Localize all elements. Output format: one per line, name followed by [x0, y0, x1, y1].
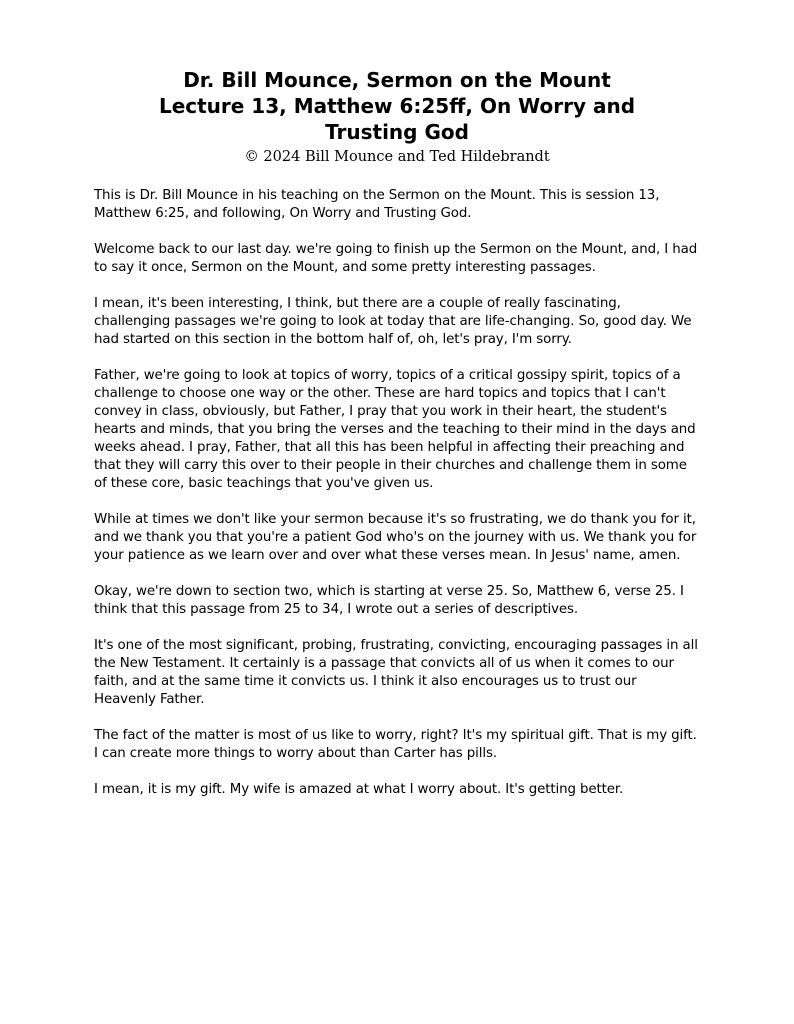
paragraph: While at times we don't like your sermon because it's so frustrating, we do thank you for it, and we thank you that you're a patient God who's on the journey with us. We thank you for your patience as we learn over and over what these verses mean. In Jesus' name, amen. [94, 512, 697, 563]
paragraph: Father, we're going to look at topics of worry, topics of a critical gossipy spirit, topics of a challenge to choose one way or the other. These are hard topics and topics that I can't convey in class, obviously, but Father, I pray that you work in their heart, the student's hearts and minds, that you bring the verses and the teaching to their mind in the days and weeks ahead. I pray, Father, that all this has been helpful in affecting their preaching and that they will carry this over to their people in their churches and challenge them in some of these core, basic teachings that you've given us. [94, 368, 696, 491]
paragraph: The fact of the matter is most of us like to worry, right? It's my spiritual gift. That is my gift. I can create more things to worry about than Carter has pills. [94, 728, 697, 761]
transcript-body [94, 187, 700, 817]
document-title [120, 67, 674, 145]
title-line-3: Trusting God [325, 120, 469, 144]
copyright-line: © 2024 Bill Mounce and Ted Hildebrandt [244, 149, 550, 165]
title-line-1: Dr. Bill Mounce, Sermon on the Mount [183, 68, 611, 92]
paragraph: It's one of the most significant, probing, frustrating, convicting, encouraging passages in all the New Testament. It certainly is a passage that convicts all of us when it comes to our faith, and at the same time it convicts us. I think it also encourages us to trust our Heavenly Father. [94, 638, 698, 707]
paragraph: Welcome back to our last day. we're going to finish up the Sermon on the Mount, and, I had to say it once, Sermon on the Mount, and some pretty interesting passages. [94, 242, 698, 275]
paragraph: I mean, it's been interesting, I think, but there are a couple of really fascinating, challenging passages we're going to look at today that are life-changing. So, good day. We had started on this section in the bottom half of, oh, let's pray, I'm sorry. [94, 296, 692, 347]
title-line-2: Lecture 13, Matthew 6:25ff, On Worry and [158, 94, 636, 118]
paragraph: This is Dr. Bill Mounce in his teaching on the Sermon on the Mount. This is session 13, Matthew 6:25, and following, On Worry and Trusting God. [94, 188, 660, 221]
paragraph: I mean, it is my gift. My wife is amazed at what I worry about. It's getting better. [94, 782, 624, 797]
paragraph: Okay, we're down to section two, which is starting at verse 25. So, Matthew 6, verse 25. I think that this passage from 25 to 34, I wrote out a series of descriptives. [94, 584, 684, 617]
